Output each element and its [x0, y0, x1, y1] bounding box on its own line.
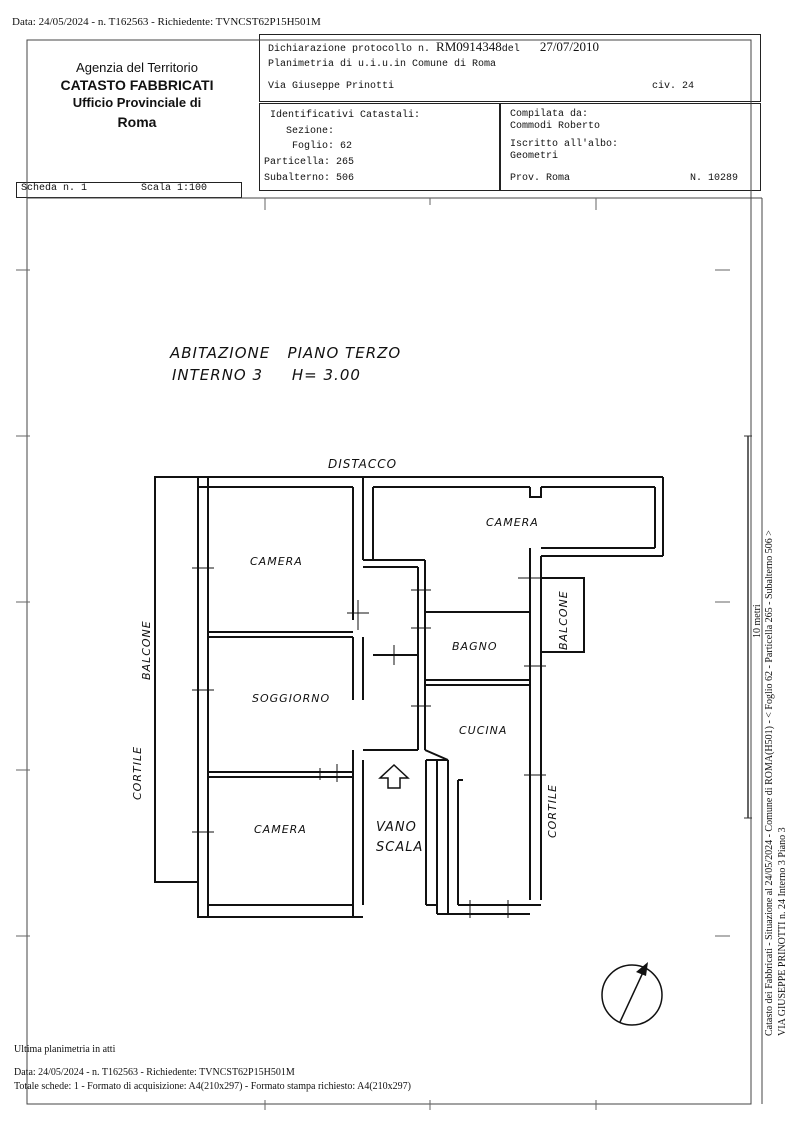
room-soggiorno: SOGGIORNO [252, 692, 331, 705]
header-request-line: Data: 24/05/2024 - n. T162563 - Richiedente: TVNCST62P15H501M [12, 16, 321, 28]
side-text-line-1: Catasto dei Fabbricati - Situazione al 24/05/2024 - Comune di ROMA(H501) - < Foglio 62 - Particella 265 - Subalterno 506 > [764, 530, 775, 1036]
civ-number: 24 [682, 81, 695, 92]
label-balcone-left: BALCONE [140, 620, 153, 680]
compilata-label: Compilata da: [510, 109, 589, 120]
room-cucina: CUCINA [459, 724, 508, 737]
scala-label: Scala 1:100 [141, 183, 208, 194]
office-line-2: CATASTO FABBRICATI [60, 77, 214, 93]
address-line: Via Giuseppe Prinotti [268, 81, 395, 92]
room-camera-top-right: CAMERA [486, 516, 539, 529]
office-line-1: Agenzia del Territorio [76, 60, 198, 75]
identificativi-title: Identificativi Catastali: [270, 110, 421, 121]
declaration-label: Dichiarazione protocollo n. [268, 44, 431, 55]
plan-title-2: INTERNO 3 H= 3.00 [172, 366, 361, 384]
albo-number: N. 10289 [690, 173, 739, 184]
foglio-value: 62 [340, 141, 353, 152]
label-cortile-right: CORTILE [546, 783, 559, 838]
room-camera-top-left: CAMERA [250, 555, 303, 568]
room-bagno: BAGNO [452, 640, 498, 653]
scheda-label: Scheda n. 1 [21, 183, 88, 194]
footer-line-1: Data: 24/05/2024 - n. T162563 - Richiedente: TVNCST62P15H501M [14, 1067, 295, 1078]
room-scala: SCALA [376, 840, 424, 855]
side-text-line-2: VIA GIUSEPPE PRINOTTI n. 24 Interno 3 Piano 3 [777, 827, 788, 1036]
office-line-4: Roma [117, 114, 157, 130]
subalterno-label: Subalterno: [264, 173, 331, 184]
particella-value: 265 [336, 157, 355, 168]
label-balcone-right: BALCONE [557, 590, 570, 650]
room-vano: VANO [376, 820, 417, 835]
office-line-3: Ufficio Provinciale di [72, 95, 202, 110]
declaration-date: 27/07/2010 [539, 39, 600, 54]
distacco-label: DISTACCO [328, 457, 398, 471]
albo-label: Iscritto all'albo: [510, 139, 619, 150]
sezione-label: Sezione: [286, 126, 335, 137]
prov-label: Prov. Roma [510, 173, 571, 184]
plan-title-1: ABITAZIONE PIANO TERZO [170, 344, 402, 362]
room-camera-bottom: CAMERA [254, 823, 307, 836]
scale-bar-label: 10 metri [752, 604, 763, 638]
foglio-label: Foglio: [292, 141, 335, 152]
compilata-name: Commodi Roberto [510, 121, 601, 132]
planimetria-line: Planimetria di u.i.u.in Comune di Roma [268, 59, 497, 70]
albo-value: Geometri [510, 151, 559, 162]
particella-label: Particella: [264, 157, 331, 168]
footer-line-2: Totale schede: 1 - Formato di acquisizione: A4(210x297) - Formato stampa richiesto: A4(210x297) [14, 1081, 411, 1092]
declaration-number: RM0914348 [436, 39, 502, 54]
subalterno-value: 506 [336, 173, 355, 184]
label-cortile-left: CORTILE [131, 745, 144, 800]
declaration-del: del [501, 44, 520, 55]
footer-ultima: Ultima planimetria in atti [14, 1044, 116, 1055]
civ-label: civ. [652, 81, 677, 92]
